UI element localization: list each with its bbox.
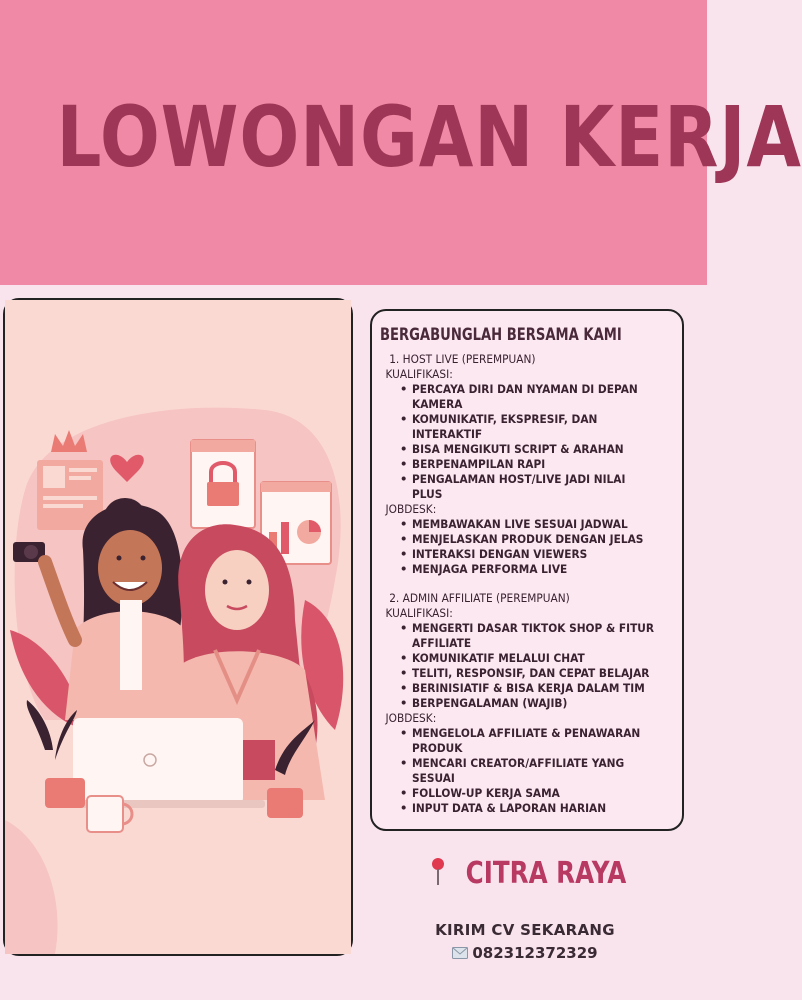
info-heading: BERGABUNGLAH BERSAMA KAMI (380, 325, 622, 345)
location-label (430, 856, 627, 891)
list-item: • FOLLOW-UP KERJA SAMA (402, 786, 676, 801)
list-item: • INTERAKSI DENGAN VIEWERS (402, 547, 676, 562)
list-item: • BISA MENGIKUTI SCRIPT & ARAHAN (402, 442, 676, 457)
list-item: • TELITI, RESPONSIF, DAN CEPAT BELAJAR (402, 666, 676, 681)
list-item: • BERPENAMPILAN RAPI (402, 457, 676, 472)
qualifications-label: KUALIFIKASI: (385, 367, 453, 381)
list-item: • PERCAYA DIRI DAN NYAMAN DI DEPAN KAMERA (402, 382, 676, 412)
role-title: 2. ADMIN AFFILIATE (PEREMPUAN) (389, 591, 570, 605)
qualifications-list (380, 382, 676, 502)
list-item: • BERPENGALAMAN (WAJIB) (402, 696, 676, 711)
jobdesk-label: JOBDESK: (385, 502, 437, 516)
location-pin-icon (430, 857, 446, 887)
list-item: • PENGALAMAN HOST/LIVE JADI NILAI PLUS (402, 472, 676, 502)
role-admin-affiliate (380, 591, 676, 816)
phone-number: 082312372329 (472, 944, 598, 962)
list-item: • BERINISIATIF & BISA KERJA DALAM TIM (402, 681, 676, 696)
list-item: • KOMUNIKATIF MELALUI CHAT (402, 651, 676, 666)
role-title: 1. HOST LIVE (PEREMPUAN) (389, 352, 536, 366)
list-item: • MEMBAWAKAN LIVE SESUAI JADWAL (402, 517, 676, 532)
list-item: • KOMUNIKATIF, EKSPRESIF, DAN INTERAKTIF (402, 412, 676, 442)
list-item: • MENJELASKAN PRODUK DENGAN JELAS (402, 532, 676, 547)
women-working-illustration (5, 300, 351, 954)
header-banner (0, 0, 802, 285)
list-item: • MENCARI CREATOR/AFFILIATE YANG SESUAI (402, 756, 676, 786)
jobdesk-label: JOBDESK: (385, 711, 437, 725)
phone-contact (400, 944, 650, 962)
list-item: • MENGERTI DASAR TIKTOK SHOP & FITUR AFFILIATE (402, 621, 676, 651)
envelope-icon (452, 947, 468, 959)
location-text: CITRA RAYA (465, 856, 627, 891)
page-title: LOWONGAN KERJA (56, 88, 802, 186)
jobdesk-list (380, 726, 676, 816)
jobdesk-list (380, 517, 676, 577)
list-item: • MENJAGA PERFORMA LIVE (402, 562, 676, 577)
role-host-live (380, 352, 676, 577)
illustration-card (3, 298, 353, 956)
send-cv-text: KIRIM CV SEKARANG (435, 921, 615, 939)
list-item: • MENGELOLA AFFILIATE & PENAWARAN PRODUK (402, 726, 676, 756)
qualifications-list (380, 621, 676, 711)
job-info-card (370, 309, 684, 831)
list-item: • INPUT DATA & LAPORAN HARIAN (402, 801, 676, 816)
qualifications-label: KUALIFIKASI: (385, 606, 453, 620)
